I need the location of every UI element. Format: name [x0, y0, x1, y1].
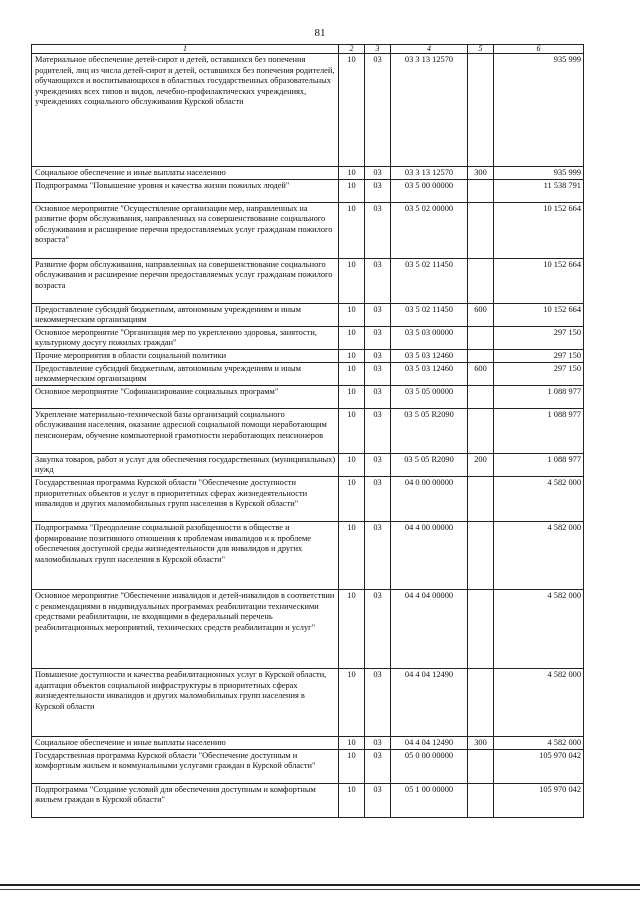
cell-sum: 105 970 042 — [494, 749, 584, 783]
cell-prz: 03 — [365, 349, 391, 362]
cell-csr: 03 5 03 12460 — [391, 362, 468, 385]
cell-csr: 04 4 04 12490 — [391, 736, 468, 749]
cell-name: Предоставление субсидий бюджетным, автономным учреждениям и иным некоммерческим организациям — [32, 362, 339, 385]
header-cell: 6 — [494, 45, 584, 54]
table-row — [32, 303, 584, 326]
header-cell: 4 — [391, 45, 468, 54]
cell-prz: 03 — [365, 783, 391, 817]
cell-csr: 05 1 00 00000 — [391, 783, 468, 817]
cell-vr: 300 — [468, 167, 494, 180]
cell-rz: 10 — [339, 362, 365, 385]
cell-csr: 04 4 04 12490 — [391, 668, 468, 736]
table-row — [32, 54, 584, 167]
cell-sum: 297 150 — [494, 326, 584, 349]
cell-sum: 10 152 664 — [494, 258, 584, 303]
cell-rz: 10 — [339, 54, 365, 167]
header-cell: 2 — [339, 45, 365, 54]
cell-name: Социальное обеспечение и иные выплаты населению — [32, 167, 339, 180]
cell-csr: 03 5 02 00000 — [391, 202, 468, 258]
cell-rz: 10 — [339, 476, 365, 521]
cell-sum: 297 150 — [494, 349, 584, 362]
cell-sum: 1 088 977 — [494, 453, 584, 476]
table-row — [32, 408, 584, 453]
cell-name: Основное мероприятие "Софинансирование социальных программ" — [32, 385, 339, 408]
cell-sum: 935 999 — [494, 54, 584, 167]
cell-sum: 935 999 — [494, 167, 584, 180]
cell-sum: 105 970 042 — [494, 783, 584, 817]
cell-sum: 297 150 — [494, 362, 584, 385]
table-row — [32, 258, 584, 303]
cell-vr — [468, 589, 494, 668]
table-row — [32, 385, 584, 408]
bottom-rule-thin — [0, 889, 640, 890]
cell-rz: 10 — [339, 303, 365, 326]
cell-prz: 03 — [365, 202, 391, 258]
table-row — [32, 783, 584, 817]
header-cell: 3 — [365, 45, 391, 54]
cell-csr: 03 5 02 11450 — [391, 258, 468, 303]
table-row — [32, 167, 584, 180]
cell-csr: 03 5 05 R2090 — [391, 453, 468, 476]
table-header-row — [32, 45, 584, 54]
cell-csr: 03 5 02 11450 — [391, 303, 468, 326]
cell-name: Основное мероприятие "Осуществление организации мер, направленных на развитие форм обслуживания, направленных на совершенствование социального обслуживания и расширение перечня предоставляемых услуг гражданам пожилого возраста" — [32, 202, 339, 258]
cell-name: Основное мероприятие "Организация мер по укреплению здоровья, занятости, культурному досугу пожилых граждан" — [32, 326, 339, 349]
cell-prz: 03 — [365, 258, 391, 303]
table-row — [32, 349, 584, 362]
cell-vr — [468, 521, 494, 589]
cell-csr: 03 5 00 00000 — [391, 179, 468, 202]
bottom-rule — [0, 884, 640, 886]
header-cell: 5 — [468, 45, 494, 54]
cell-prz: 03 — [365, 521, 391, 589]
cell-sum: 4 582 000 — [494, 736, 584, 749]
cell-prz: 03 — [365, 668, 391, 736]
table-row — [32, 736, 584, 749]
cell-csr: 03 5 03 12460 — [391, 349, 468, 362]
cell-prz: 03 — [365, 167, 391, 180]
cell-sum: 1 088 977 — [494, 385, 584, 408]
table-row — [32, 476, 584, 521]
cell-prz: 03 — [365, 179, 391, 202]
table-row — [32, 589, 584, 668]
cell-vr — [468, 258, 494, 303]
cell-prz: 03 — [365, 476, 391, 521]
cell-vr: 600 — [468, 303, 494, 326]
cell-name: Прочие мероприятия в области социальной политики — [32, 349, 339, 362]
cell-prz: 03 — [365, 385, 391, 408]
cell-rz: 10 — [339, 521, 365, 589]
cell-name: Государственная программа Курской области "Обеспечение доступным и комфортным жильем и коммунальными услугами граждан в Курской области" — [32, 749, 339, 783]
cell-name: Социальное обеспечение и иные выплаты населению — [32, 736, 339, 749]
table-row — [32, 453, 584, 476]
cell-vr — [468, 668, 494, 736]
table-row — [32, 668, 584, 736]
cell-prz: 03 — [365, 736, 391, 749]
cell-rz: 10 — [339, 179, 365, 202]
table-row — [32, 179, 584, 202]
cell-sum: 4 582 000 — [494, 476, 584, 521]
cell-vr — [468, 349, 494, 362]
cell-csr: 05 0 00 00000 — [391, 749, 468, 783]
cell-name: Подпрограмма "Повышение уровня и качества жизни пожилых людей" — [32, 179, 339, 202]
cell-rz: 10 — [339, 749, 365, 783]
cell-prz: 03 — [365, 749, 391, 783]
budget-table — [31, 44, 584, 818]
cell-rz: 10 — [339, 589, 365, 668]
header-cell: 1 — [32, 45, 339, 54]
cell-rz: 10 — [339, 783, 365, 817]
cell-vr — [468, 179, 494, 202]
cell-csr: 03 5 03 00000 — [391, 326, 468, 349]
cell-prz: 03 — [365, 453, 391, 476]
table-row — [32, 326, 584, 349]
cell-rz: 10 — [339, 326, 365, 349]
cell-name: Подпрограмма "Создание условий для обеспечения доступным и комфортным жильем граждан в Курской области" — [32, 783, 339, 817]
cell-rz: 10 — [339, 668, 365, 736]
cell-prz: 03 — [365, 362, 391, 385]
cell-vr — [468, 476, 494, 521]
cell-rz: 10 — [339, 167, 365, 180]
cell-sum: 1 088 977 — [494, 408, 584, 453]
cell-name: Развитие форм обслуживания, направленных на совершенствование социального обслуживания и расширение перечня предоставляемых услуг гражданам пожилого возраста — [32, 258, 339, 303]
cell-vr — [468, 326, 494, 349]
cell-sum: 11 538 791 — [494, 179, 584, 202]
cell-csr: 03 3 13 12570 — [391, 167, 468, 180]
cell-vr: 200 — [468, 453, 494, 476]
cell-csr: 04 4 00 00000 — [391, 521, 468, 589]
cell-prz: 03 — [365, 589, 391, 668]
cell-csr: 03 3 13 12570 — [391, 54, 468, 167]
cell-vr: 300 — [468, 736, 494, 749]
cell-rz: 10 — [339, 736, 365, 749]
cell-name: Основное мероприятие "Обеспечение инвалидов и детей-инвалидов в соответствии с рекомендациями в индивидуальных программах реабилитации техническими средствами реабилитации, не входящими в федеральный перечень реабилитационных мероприятий, технических средств реабилитации и услуг" — [32, 589, 339, 668]
cell-csr: 03 5 05 00000 — [391, 385, 468, 408]
cell-sum: 4 582 000 — [494, 668, 584, 736]
cell-name: Закупка товаров, работ и услуг для обеспечения государственных (муниципальных) нужд — [32, 453, 339, 476]
cell-vr — [468, 202, 494, 258]
cell-sum: 10 152 664 — [494, 202, 584, 258]
table-row — [32, 362, 584, 385]
cell-prz: 03 — [365, 303, 391, 326]
cell-name: Повышение доступности и качества реабилитационных услуг в Курской области, адаптация объектов социальной инфраструктуры в приоритетных сферах жизнедеятельности инвалидов и других маломобильных групп населения в Курской области — [32, 668, 339, 736]
cell-vr — [468, 783, 494, 817]
cell-name: Материальное обеспечение детей-сирот и детей, оставшихся без попечения родителей, лиц из числа детей-сирот и детей, оставшихся без попечения родителей, обучающихся и воспитывающихся в областных государственных образовательных учреждениях всех типов и видов, лечебно-профилактических учреждениях, учреждениях социального обслуживания Курской области — [32, 54, 339, 167]
cell-vr: 600 — [468, 362, 494, 385]
cell-rz: 10 — [339, 258, 365, 303]
cell-csr: 04 0 00 00000 — [391, 476, 468, 521]
cell-rz: 10 — [339, 453, 365, 476]
cell-rz: 10 — [339, 349, 365, 362]
cell-vr — [468, 749, 494, 783]
cell-sum: 4 582 000 — [494, 589, 584, 668]
cell-vr — [468, 54, 494, 167]
table-row — [32, 521, 584, 589]
cell-prz: 03 — [365, 54, 391, 167]
cell-prz: 03 — [365, 408, 391, 453]
cell-rz: 10 — [339, 385, 365, 408]
table-row — [32, 749, 584, 783]
cell-rz: 10 — [339, 202, 365, 258]
cell-csr: 04 4 04 00000 — [391, 589, 468, 668]
page-number: 81 — [314, 27, 326, 39]
cell-vr — [468, 408, 494, 453]
cell-name: Укрепление материально-технической базы организаций социального обслуживания населения, оказание адресной социальной помощи неработающим пенсионерам, обучение компьютерной грамотности неработающих пенсионеров — [32, 408, 339, 453]
cell-csr: 03 5 05 R2090 — [391, 408, 468, 453]
cell-prz: 03 — [365, 326, 391, 349]
table-row — [32, 202, 584, 258]
cell-vr — [468, 385, 494, 408]
cell-rz: 10 — [339, 408, 365, 453]
cell-sum: 4 582 000 — [494, 521, 584, 589]
cell-sum: 10 152 664 — [494, 303, 584, 326]
cell-name: Государственная программа Курской области "Обеспечение доступности приоритетных объектов и услуг в приоритетных сферах жизнедеятельности инвалидов и других маломобильных групп населения в Курской области" — [32, 476, 339, 521]
cell-name: Подпрограмма "Преодоление социальной разобщенности в обществе и формирование позитивного отношения к проблемам инвалидов и к проблеме обеспечения доступной среды жизнедеятельности для инвалидов и других маломобильных групп населения в Курской области" — [32, 521, 339, 589]
cell-name: Предоставление субсидий бюджетным, автономным учреждениям и иным некоммерческим организациям — [32, 303, 339, 326]
